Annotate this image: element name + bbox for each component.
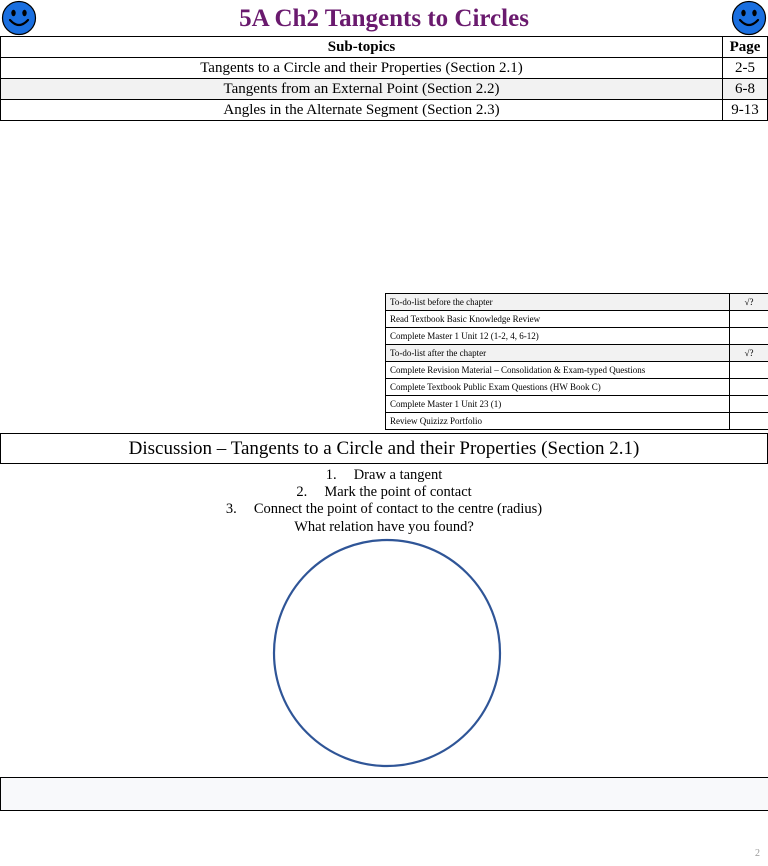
circle-diagram — [270, 537, 504, 769]
subtopic-cell: Angles in the Alternate Segment (Section 2.3) — [1, 100, 723, 121]
todo-item-label: Complete Master 1 Unit 12 (1-2, 4, 6-12) — [386, 328, 730, 345]
todo-check-cell[interactable] — [730, 328, 768, 345]
subtopic-cell: Tangents from an External Point (Section 2.2) — [1, 79, 723, 100]
discussion-title: Discussion – Tangents to a Circle and their Properties (Section 2.1) — [0, 433, 768, 464]
todo-table — [385, 293, 768, 430]
todo-item-label: Complete Textbook Public Exam Questions (HW Book C) — [386, 379, 730, 396]
table-row — [1, 58, 768, 79]
table-row — [1, 100, 768, 121]
todo-item-label: Read Textbook Basic Knowledge Review — [386, 311, 730, 328]
step-number: 2. — [296, 484, 308, 500]
todo-before-header-row — [386, 294, 768, 311]
page-cell: 6-8 — [723, 79, 768, 100]
todo-item-label: Complete Revision Material – Consolidation & Exam-typed Questions — [386, 362, 730, 379]
todo-item — [386, 328, 768, 345]
page-cell: 9-13 — [723, 100, 768, 121]
todo-after-header: To-do-list after the chapter — [386, 345, 730, 362]
page-title: 5A Ch2 Tangents to Circles — [239, 5, 529, 32]
subtopics-header: Sub-topics — [1, 37, 723, 58]
page-number: 2 — [755, 848, 760, 859]
step-number: 1. — [325, 467, 337, 483]
todo-item — [386, 396, 768, 413]
circle-shape — [274, 540, 500, 766]
todo-check-cell[interactable] — [730, 379, 768, 396]
todo-item — [386, 311, 768, 328]
instruction-step — [0, 466, 768, 484]
step-text: Mark the point of contact — [324, 484, 472, 500]
step-text: Connect the point of contact to the centre (radius) — [253, 501, 543, 517]
todo-item — [386, 379, 768, 396]
instruction-step — [0, 483, 768, 501]
todo-check-cell[interactable] — [730, 413, 768, 430]
todo-before-header: To-do-list before the chapter — [386, 294, 730, 311]
check-header: √? — [730, 345, 768, 362]
check-header: √? — [730, 294, 768, 311]
page-header: Page — [723, 37, 768, 58]
step-text: Draw a tangent — [353, 467, 443, 483]
todo-check-cell[interactable] — [730, 362, 768, 379]
todo-after-header-row — [386, 345, 768, 362]
todo-check-cell[interactable] — [730, 396, 768, 413]
answer-box[interactable] — [0, 777, 768, 811]
todo-item-label: Review Quizizz Portfolio — [386, 413, 730, 430]
subtopic-cell: Tangents to a Circle and their Properties (Section 2.1) — [1, 58, 723, 79]
subtopics-table — [0, 36, 768, 121]
table-header-row — [1, 37, 768, 58]
todo-item — [386, 413, 768, 430]
discussion-question: What relation have you found? — [294, 519, 474, 535]
table-row — [1, 79, 768, 100]
page-cell: 2-5 — [723, 58, 768, 79]
step-number: 3. — [225, 501, 237, 517]
instruction-step — [0, 500, 768, 518]
todo-check-cell[interactable] — [730, 311, 768, 328]
todo-item-label: Complete Master 1 Unit 23 (1) — [386, 396, 730, 413]
todo-item — [386, 362, 768, 379]
